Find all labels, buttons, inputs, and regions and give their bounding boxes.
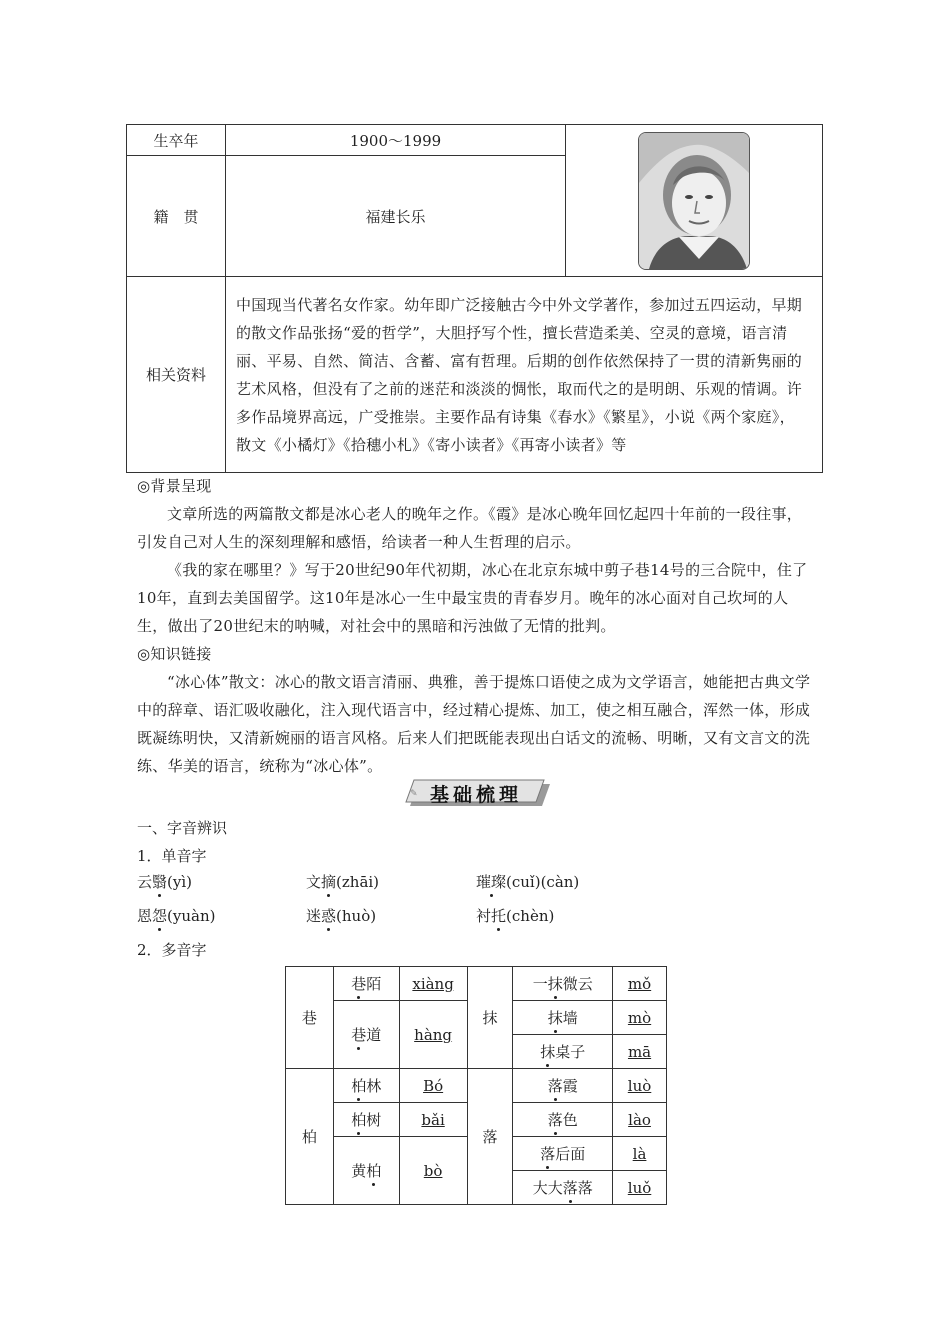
pinyin-cell: hàng [399, 1001, 467, 1069]
single-char-item: 云翳(yì) [137, 873, 193, 891]
pinyin-cell: bò [399, 1137, 467, 1205]
group-char: 落 [467, 1069, 513, 1205]
multi-sound-heading: 2．多音字 [137, 941, 207, 959]
background-heading: ◎背景呈现 [137, 477, 212, 495]
pinyin-cell: luò [613, 1069, 667, 1103]
pinyin-cell: bǎi [399, 1103, 467, 1137]
value-hometown: 福建长乐 [226, 156, 566, 277]
dotted-char: 璀璨 [476, 873, 507, 891]
pinyin-cell: mǒ [613, 967, 667, 1001]
word-cell: 柏林 [333, 1069, 399, 1103]
word-cell: 黄柏 [333, 1137, 399, 1205]
value-birth-death: 1900～1999 [226, 125, 566, 156]
pinyin-cell: mā [613, 1035, 667, 1069]
word-cell: 柏树 [333, 1103, 399, 1137]
single-char-item: 迷惑(huò) [306, 907, 377, 925]
single-char-item: 文摘(zhāi) [306, 873, 380, 891]
dotted-char: 抹 [547, 975, 563, 993]
value-related-info: 中国现当代著名女作家。幼年即广泛接触古今中外文学著作，参加过五四运动，早期的散文作品张扬“爱的哲学”，大胆抒写个性，擅长营造柔美、空灵的意境，语言清丽、平易、自然、简洁、含蓄、富有哲理。后期的创作依然保持了一贯的清新隽丽的艺术风格，但没有了之前的迷茫和淡淡的惆怅，取而代之的是明朗、乐观的情调。许多作品境界高远，广受推崇。主要作品有诗集《春水》《繁星》，小说《两个家庭》，散文《小橘灯》《拾穗小札》《寄小读者》《再寄小读者》等 [226, 277, 823, 473]
dotted-char: 落 [547, 1077, 563, 1095]
dotted-char: 托 [491, 907, 507, 925]
dotted-char: 惑 [321, 907, 337, 925]
dotted-char: 抹 [547, 1009, 563, 1027]
section-banner [404, 778, 550, 810]
knowledge-heading: ◎知识链接 [137, 645, 212, 663]
dotted-char: 柏 [366, 1162, 382, 1180]
pinyin-cell: luǒ [613, 1171, 667, 1205]
word-cell: 一抹微云 [513, 967, 613, 1001]
word-cell: 落色 [513, 1103, 613, 1137]
label-related-info: 相关资料 [127, 277, 226, 473]
dotted-char: 翳 [152, 873, 168, 891]
pinyin-cell: mò [613, 1001, 667, 1035]
section-heading: 一、字音辨识 [137, 819, 228, 837]
group-char: 柏 [286, 1069, 334, 1205]
polyphonic-table [285, 966, 667, 1205]
single-char-item: 衬托(chèn) [476, 907, 555, 925]
background-paragraph-1: 文章所选的两篇散文都是冰心老人的晚年之作。《霞》是冰心晚年回忆起四十年前的一段往事，引发自己对人生的深刻理解和感悟，给读者一种人生哲理的启示。 [137, 505, 803, 551]
dotted-char: 巷 [351, 975, 367, 993]
word-cell: 落霞 [513, 1069, 613, 1103]
group-char: 抹 [467, 967, 513, 1069]
dotted-char: 抹 [540, 1043, 556, 1061]
pinyin-cell: Bó [399, 1069, 467, 1103]
word-cell: 大大落落 [513, 1171, 613, 1205]
background-paragraph-2: 《我的家在哪里？》写于20世纪90年代初期，冰心在北京东城中剪子巷14号的三合院中，住了10年，直到去美国留学。这10年是冰心一生中最宝贵的青春岁月。晚年的冰心面对自己坎坷的人生，做出了20世纪末的呐喊，对社会中的黑暗和污浊做了无情的批判。 [137, 561, 808, 635]
label-hometown: 籍 贯 [127, 156, 226, 277]
pinyin-cell: xiàng [399, 967, 467, 1001]
author-info-table [126, 124, 823, 473]
single-sound-heading: 1．单音字 [137, 847, 207, 865]
word-cell: 落后面 [513, 1137, 613, 1171]
label-birth-death: 生卒年 [127, 125, 226, 156]
pinyin-cell: là [613, 1137, 667, 1171]
dotted-char: 落 [547, 1111, 563, 1129]
single-char-item: 恩怨(yuàn) [137, 907, 216, 925]
knowledge-paragraph: “冰心体”散文：冰心的散文语言清丽、典雅，善于提炼口语使之成为文学语言，她能把古典文学中的辞章、语汇吸收融化，注入现代语言中，经过精心提炼、加工，使之相互融合，浑然一体，形成既凝练明快，又清新婉丽的语言风格。后来人们把既能表现出白话文的流畅、明晰，又有文言文的洗练、华美的语言，统称为“冰心体”。 [137, 673, 811, 775]
group-char: 巷 [286, 967, 334, 1069]
word-cell: 抹桌子 [513, 1035, 613, 1069]
portrait-photo-icon [638, 132, 750, 270]
banner-title: 基础梳理 [430, 784, 523, 806]
pinyin-cell: lào [613, 1103, 667, 1137]
word-cell: 巷陌 [333, 967, 399, 1001]
word-cell: 巷道 [333, 1001, 399, 1069]
photo-cell [566, 125, 823, 277]
dotted-char: 落 [562, 1179, 578, 1197]
word-cell: 抹墙 [513, 1001, 613, 1035]
single-char-item: 璀璨(cuǐ)(càn) [476, 873, 580, 891]
dotted-char: 巷 [351, 1026, 367, 1044]
dotted-char: 怨 [152, 907, 168, 925]
svg-text:✎: ✎ [410, 789, 418, 799]
dotted-char: 柏 [351, 1111, 367, 1129]
dotted-char: 落 [540, 1145, 556, 1163]
dotted-char: 摘 [321, 873, 337, 891]
dotted-char: 柏 [351, 1077, 367, 1095]
